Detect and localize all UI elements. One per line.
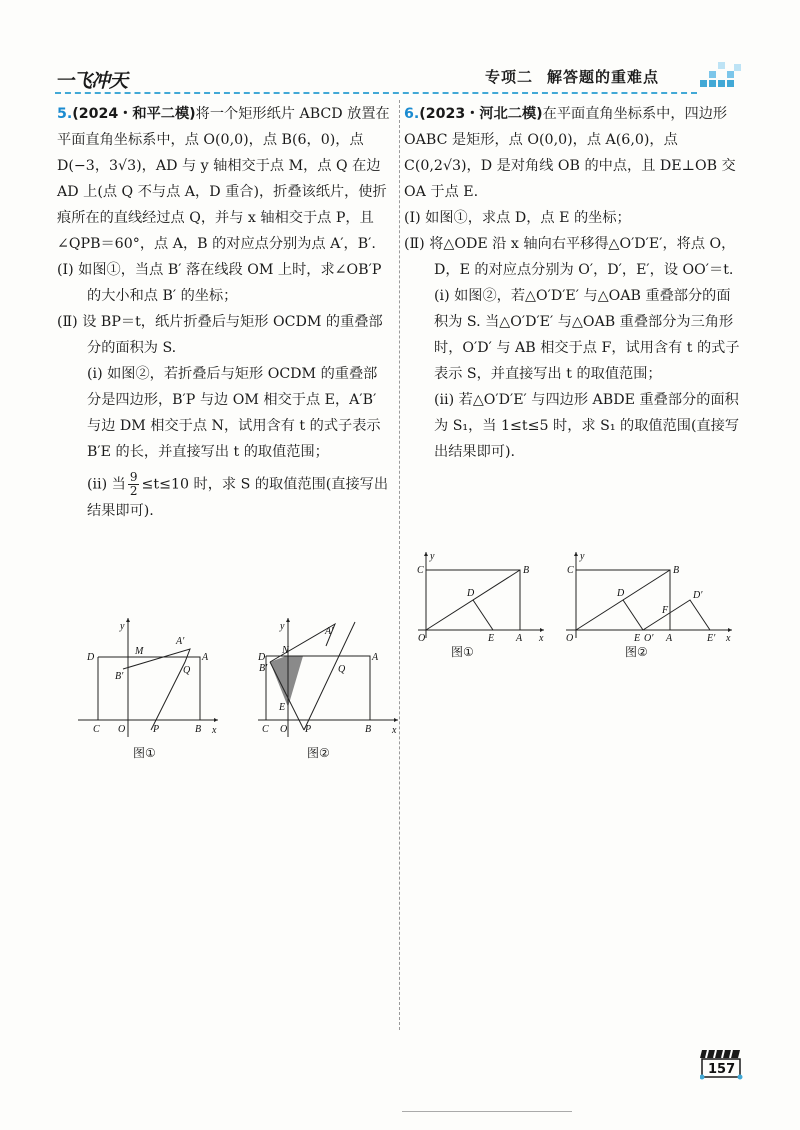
checker-decoration-icon [700, 62, 742, 92]
problem-5-part2ii-post: ≤t≤10 时，求 S 的取值范围(直接写出结果即可). [87, 476, 389, 519]
label-x: x [726, 633, 731, 644]
label-O: O [418, 633, 426, 644]
label-x: x [392, 725, 397, 736]
label-C: C [93, 724, 100, 735]
triangle-o1d1e1 [643, 600, 710, 630]
problem-6-part2i: (ⅰ) 如图②，若△O′D′E′ 与△OAB 重叠部分的面积为 S. 当△O′D′E′ 与△OAB 重叠部分为三角形时，O′D′ 与 AB 相交于点 F，试用含有 t 的式子表示 S，并直接写出 t 的取值范围； [434, 288, 740, 382]
p5-figure-1 [78, 612, 228, 742]
section-title-main: 专项二 [485, 68, 534, 86]
page-number: 157 [708, 1062, 736, 1077]
book-logo: 一飞冲天 [55, 70, 128, 92]
label-O-prime: O′ [644, 633, 654, 644]
problem-5-part2ii-pre: (ⅱ) 当 [87, 476, 126, 493]
label-E: E [279, 702, 286, 713]
page-header [0, 0, 800, 110]
label-B-prime: B′ [259, 663, 268, 674]
footer-rule [402, 1111, 572, 1112]
problem-5-part2ii [57, 471, 391, 524]
fraction-denominator: 2 [129, 484, 138, 498]
label-B-prime: B′ [115, 671, 124, 682]
label-D: D [87, 652, 95, 663]
problem-6-part2: (Ⅱ) 将△ODE 沿 x 轴向右平移得△O′D′E′，将点 O，D，E 的对应点分别为 O′，D′，E′，设 OO′＝t. [404, 236, 736, 278]
label-F: F [662, 605, 669, 616]
p5-figure-2 [258, 612, 408, 742]
label-E: E [488, 633, 495, 644]
p6-figure-2-caption: 图② [625, 645, 648, 659]
label-B: B [673, 565, 680, 576]
problem-5-part2: (Ⅱ) 设 BP＝t，纸片折叠后与矩形 OCDM 的重叠部分的面积为 S. [57, 314, 383, 356]
problem-5-part2i: (ⅰ) 如图②，若折叠后与矩形 OCDM 的重叠部分是四边形，B′P 与边 OM 相交于点 E，A′B′ 与边 DM 相交于点 N，试用含有 t 的式子表示 B′E 的长，并直接写出 t 的取值范围； [87, 366, 381, 460]
problem-6-number: 6. [404, 106, 420, 122]
problem-6-source: (2023・河北二模) [419, 106, 543, 122]
segment-de [623, 600, 643, 630]
problem-6-part2ii: (ⅱ) 若△O′D′E′ 与四边形 ABDE 重叠部分的面积为 S₁，当 1≤t≤5 时，求 S₁ 的取值范围(直接写出结果即可). [434, 392, 740, 460]
label-P: P [305, 724, 312, 735]
label-Q: Q [183, 665, 191, 676]
p6-figure-2 [562, 550, 742, 645]
label-B: B [523, 565, 530, 576]
problem-6-part1: (Ⅰ) 如图①，求点 D，点 E 的坐标； [404, 210, 631, 226]
shaded-overlap-region [270, 656, 303, 707]
p5-figure-1-caption: 图① [133, 746, 156, 760]
label-y: y [280, 621, 285, 632]
section-title [485, 66, 659, 87]
p5-figure-2-caption: 图② [307, 746, 330, 760]
label-D: D [258, 652, 266, 663]
fraction-numerator: 9 [129, 470, 138, 484]
label-A-prime: A′ [176, 636, 185, 647]
label-D: D [617, 588, 625, 599]
label-E-prime: E′ [707, 633, 716, 644]
label-C: C [417, 565, 424, 576]
header-divider [55, 92, 697, 94]
label-A: A [202, 652, 209, 663]
p6-figure-1 [412, 550, 552, 645]
problem-5-text: 将一个矩形纸片 ABCD 放置在平面直角坐标系中，点 O(0,0)，点 B(6，0)，点 D(−3，3√3)，AD 与 y 轴相交于点 M，点 Q 在边 AD 上(点 Q 不与点 A，D 重合)，折叠该纸片，使折痕所在的直线经过点 Q，并与 x 轴相交于点 P，且∠QPB＝60°，点 A，B 的对应点分别为点 A′，B′. [57, 106, 390, 252]
section-title-sub: 解答题的重难点 [547, 68, 660, 86]
label-Q: Q [338, 664, 346, 675]
label-O: O [566, 633, 574, 644]
label-D-prime: D′ [693, 590, 703, 601]
fraction-nine-halves [128, 471, 140, 498]
label-E: E [634, 633, 641, 644]
label-y: y [430, 551, 435, 562]
problem-6-intro [404, 101, 742, 205]
label-y: y [580, 551, 585, 562]
p6-figure-1-caption: 图① [451, 645, 474, 659]
label-D: D [467, 588, 475, 599]
label-C: C [262, 724, 269, 735]
label-N: N [282, 645, 289, 656]
label-A: A [516, 633, 523, 644]
problem-5-intro [57, 101, 391, 257]
label-O: O [118, 724, 126, 735]
folded-part [123, 649, 190, 730]
label-A: A [666, 633, 673, 644]
label-A: A [372, 652, 379, 663]
label-B: B [365, 724, 372, 735]
problem-5 [57, 101, 391, 524]
label-B: B [195, 724, 202, 735]
problem-5-source: (2024・和平二模) [72, 106, 196, 122]
label-C: C [567, 565, 574, 576]
column-divider [399, 100, 400, 1030]
label-x: x [539, 633, 544, 644]
problem-6-text: 在平面直角坐标系中，四边形 OABC 是矩形，点 O(0,0)，点 A(6,0)，点 C(0,2√3)，D 是对角线 OB 的中点，且 DE⊥OB 交 OA 于点 E. [404, 106, 736, 200]
problem-5-part1: (Ⅰ) 如图①，当点 B′ 落在线段 OM 上时，求∠OB′P 的大小和点 B′ 的坐标； [57, 262, 382, 304]
label-O: O [280, 724, 288, 735]
segment-de [473, 600, 493, 630]
label-A-prime: A′ [325, 626, 334, 637]
label-P: P [153, 724, 160, 735]
label-M: M [135, 646, 144, 657]
problem-6 [404, 101, 742, 465]
label-y: y [120, 621, 125, 632]
label-x: x [212, 725, 217, 736]
problem-5-number: 5. [57, 106, 73, 122]
